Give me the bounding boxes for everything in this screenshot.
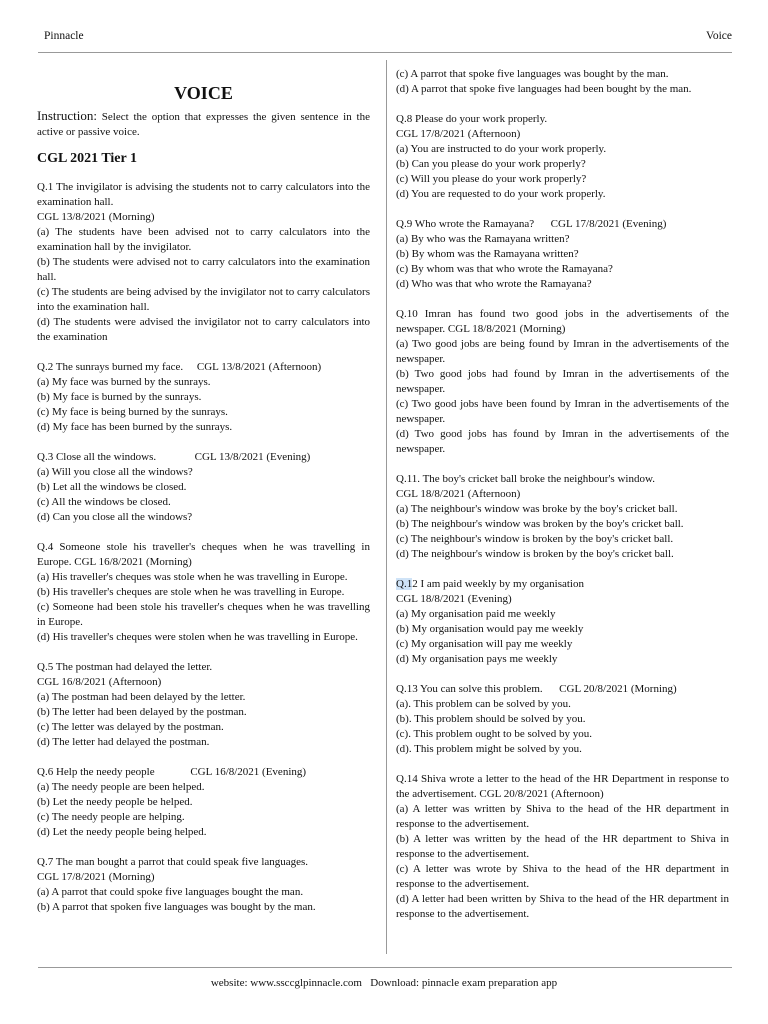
header-topic: Voice	[706, 30, 732, 42]
option-c: (c) Someone had been stole his traveller's cheques when he was travelling in Europe.	[37, 601, 370, 628]
question-13	[396, 682, 729, 757]
option-d: (d) The letter had delayed the postman.	[37, 736, 210, 748]
question-stem: Q.9 Who wrote the Ramayana? CGL 17/8/2021 (Evening)	[396, 218, 667, 230]
option-b: (b) The neighbour's window was broken by the boy's cricket ball.	[396, 518, 684, 530]
option-a: (a) My organisation paid me weekly	[396, 608, 556, 620]
question-stem: Q.8 Please do your work properly.	[396, 113, 548, 125]
option-a: (a) The postman had been delayed by the letter.	[37, 691, 246, 703]
option-d: (d) A letter had been written by Shiva to the head of the HR department in response to the advertisement.	[396, 893, 729, 920]
question-source: CGL 13/8/2021 (Morning)	[37, 211, 155, 223]
option-d: (d) You are requested to do your work properly.	[396, 188, 606, 200]
right-column	[396, 67, 729, 922]
option-b: (b) A parrot that spoken five languages was bought by the man.	[37, 901, 316, 913]
question-stem: Q.6 Help the needy people CGL 16/8/2021 (Evening)	[37, 766, 307, 778]
option-c: (c) By whom was that who wrote the Ramayana?	[396, 263, 613, 275]
option-d: (d) My organisation pays me weekly	[396, 653, 558, 665]
question-stem: Q.11. The boy's cricket ball broke the neighbour's window.	[396, 473, 655, 485]
option-b: (b) By whom was the Ramayana written?	[396, 248, 579, 260]
instruction-text: Select the option that expresses the given sentence in the active or passive voice.	[37, 111, 370, 138]
option-a: (a) You are instructed to do your work properly.	[396, 143, 607, 155]
question-stem: Q.1 The invigilator is advising the students not to carry calculators into the examination hall.	[37, 181, 370, 208]
question-4	[37, 540, 370, 645]
option-a: (a) A letter was written by Shiva to the head of the HR department in response to the advertisement.	[396, 803, 729, 830]
option-b: (b) Two good jobs had found by Imran in the advertisements of the newspaper.	[396, 368, 729, 395]
option-d: (d) The neighbour's window is broken by the boy's cricket ball.	[396, 548, 674, 560]
option-b: (b). This problem should be solved by you.	[396, 713, 586, 725]
option-d: (d) Can you close all the windows?	[37, 511, 193, 523]
option-a: (a). This problem can be solved by you.	[396, 698, 571, 710]
question-source: CGL 17/8/2021 (Afternoon)	[396, 128, 521, 140]
option-b: (b) The students were advised not to carry calculators into the examination hall.	[37, 256, 370, 283]
option-c: (c) The needy people are helping.	[37, 811, 185, 823]
option-b: (b) The letter had been delayed by the postman.	[37, 706, 247, 718]
question-7	[37, 855, 370, 915]
question-stem: Q.13 You can solve this problem. CGL 20/8/2021 (Morning)	[396, 683, 677, 695]
option-d: (d). This problem might be solved by you.	[396, 743, 582, 755]
question-9	[396, 217, 729, 292]
option-b: (b) His traveller's cheques are stole when he was travelling in Europe.	[37, 586, 345, 598]
question-source: CGL 16/8/2021 (Afternoon)	[37, 676, 162, 688]
question-stem	[396, 577, 729, 592]
option-c: (c). This problem ought to be solved by you.	[396, 728, 592, 740]
instruction-label: Instruction:	[37, 108, 97, 123]
header-brand: Pinnacle	[44, 30, 84, 42]
question-source: CGL 17/8/2021 (Morning)	[37, 871, 155, 883]
question-7-continued	[396, 67, 729, 97]
question-5	[37, 660, 370, 750]
option-a: (a) The neighbour's window was broke by the boy's cricket ball.	[396, 503, 678, 515]
left-column	[37, 82, 370, 915]
option-b: (b) Let all the windows be closed.	[37, 481, 187, 493]
option-d: (d) Who was that who wrote the Ramayana?	[396, 278, 592, 290]
instruction	[37, 108, 370, 140]
option-c: (c) A letter was wrote by Shiva to the head of the HR department in response to the advertisement.	[396, 863, 729, 890]
question-source: CGL 18/8/2021 (Evening)	[396, 593, 512, 605]
option-d: (d) The students were advised the invigilator not to carry calculators into the examination	[37, 316, 370, 343]
question-10	[396, 307, 729, 457]
option-d: (d) Let the needy people being helped.	[37, 826, 207, 838]
question-14	[396, 772, 729, 922]
question-stem: Q.5 The postman had delayed the letter.	[37, 661, 213, 673]
option-c: (c) The neighbour's window is broken by the boy's cricket ball.	[396, 533, 674, 545]
option-c: (c) Will you please do your work properly?	[396, 173, 587, 185]
question-stem: Q.4 Someone stole his traveller's cheques when he was travelling in Europe. CGL 16/8/2021 (Morning)	[37, 541, 370, 568]
column-divider	[386, 60, 387, 954]
question-stem: Q.2 The sunrays burned my face. CGL 13/8/2021 (Afternoon)	[37, 361, 322, 373]
option-b: (b) My organisation would pay me weekly	[396, 623, 584, 635]
option-b: (b) Can you please do your work properly?	[396, 158, 586, 170]
page-title: VOICE	[174, 83, 233, 103]
option-d: (d) Two good jobs has found by Imran in the advertisements of the newspaper.	[396, 428, 729, 455]
option-b: (b) My face is burned by the sunrays.	[37, 391, 202, 403]
question-2	[37, 360, 370, 435]
footer-divider	[38, 967, 732, 968]
option-c: (c) The students are being advised by the invigilator not to carry calculators into the examination hall.	[37, 286, 370, 313]
question-1	[37, 180, 370, 345]
question-11	[396, 472, 729, 562]
page-footer: website: www.ssccglpinnacle.com Download: pinnacle exam preparation app	[210, 977, 558, 989]
question-3	[37, 450, 370, 525]
header-divider	[38, 52, 732, 53]
option-d: (d) My face has been burned by the sunrays.	[37, 421, 233, 433]
option-b: (b) Let the needy people be helped.	[37, 796, 193, 808]
section-heading: CGL 2021 Tier 1	[37, 151, 137, 166]
option-c: (c) Two good jobs have been found by Imran in the advertisements of the newspaper.	[396, 398, 729, 425]
option-a: (a) By who was the Ramayana written?	[396, 233, 570, 245]
question-stem: Q.14 Shiva wrote a letter to the head of the HR Department in response to the advertisement. CGL 20/8/2021 (Afternoon)	[396, 773, 729, 800]
question-12	[396, 577, 729, 667]
question-8	[396, 112, 729, 202]
option-a: (a) The students have been advised not to carry calculators into the examination hall by the invigilator.	[37, 226, 370, 253]
option-c: (c) The letter was delayed by the postman.	[37, 721, 224, 733]
option-d: (d) His traveller's cheques were stolen when he was travelling in Europe.	[37, 631, 358, 643]
question-stem: Q.10 Imran has found two good jobs in the advertisements of the newspaper. CGL 18/8/2021 (Morning)	[396, 308, 729, 335]
option-c: (c) My face is being burned by the sunrays.	[37, 406, 228, 418]
page-header	[44, 30, 732, 48]
option-a: (a) My face was burned by the sunrays.	[37, 376, 211, 388]
option-a: (a) A parrot that could spoke five languages bought the man.	[37, 886, 304, 898]
option-d: (d) A parrot that spoke five languages had been bought by the man.	[396, 83, 692, 95]
question-source: CGL 18/8/2021 (Afternoon)	[396, 488, 521, 500]
question-stem: Q.7 The man bought a parrot that could speak five languages.	[37, 856, 309, 868]
option-b: (b) A letter was written by the head of the HR department to Shiva in response to the advertisement.	[396, 833, 729, 860]
text-highlight: Q.1	[396, 578, 413, 590]
option-c: (c) A parrot that spoke five languages was bought by the man.	[396, 68, 669, 80]
option-a: (a) Will you close all the windows?	[37, 466, 193, 478]
option-a: (a) His traveller's cheques was stole when he was travelling in Europe.	[37, 571, 348, 583]
option-a: (a) The needy people are been helped.	[37, 781, 205, 793]
option-c: (c) My organisation will pay me weekly	[396, 638, 573, 650]
option-a: (a) Two good jobs are being found by Imran in the advertisements of the newspaper.	[396, 338, 729, 365]
option-c: (c) All the windows be closed.	[37, 496, 171, 508]
question-stem: Q.3 Close all the windows. CGL 13/8/2021 (Evening)	[37, 451, 311, 463]
question-stem-rest: 2 I am paid weekly by my organisation	[412, 578, 584, 590]
question-6	[37, 765, 370, 840]
